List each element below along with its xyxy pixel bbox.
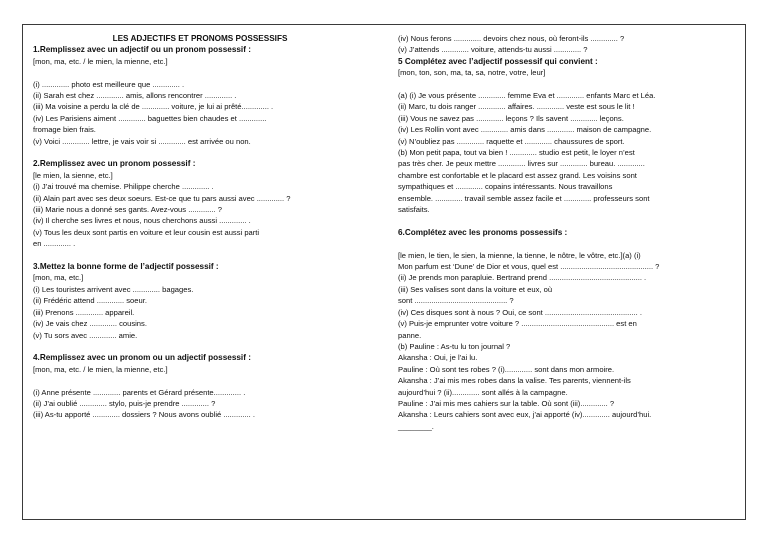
exercise-line: (iv) Nous ferons ............. devoirs chez nous, où feront-ils ............. ? <box>398 34 625 43</box>
exercise-line: (i) J’ai trouvé ma chemise. Philippe cherche ............. . <box>33 182 214 192</box>
exercise-line: (iv) Il cherche ses livres et nous, nous cherchons aussi ............. . <box>33 216 251 226</box>
exercise-line: (ii) Je prends mon parapluie. Bertrand prend ............................................ . <box>398 273 647 283</box>
exercise-line: aujourd’hui ? (ii)............. sont allés à la campagne. <box>398 387 568 397</box>
exercise-line: (iv) Je vais chez ............. cousins. <box>33 319 147 329</box>
exercise-line: (iv) Les Parisiens aiment ............. baguettes bien chaudes et ............. <box>33 113 267 123</box>
exercise-line: (ii) Alain part avec ses deux soeurs. Est-ce que tu pars aussi avec ............. ? <box>33 193 291 203</box>
exercise-line: en ............. . <box>33 239 76 249</box>
exercise-line: (v) Voici ............. lettre, je vais voir si ............. est arrivée ou non. <box>33 136 251 146</box>
exercise-line: (b) Mon petit papa, tout va bien ! ............. studio est petit, le loyer n’est <box>398 148 635 158</box>
section-4-hint: [mon, ma, etc. / le mien, la mienne, etc.] <box>33 364 168 374</box>
exercise-line: (v) Puis-je emprunter votre voiture ? ............................................ est en <box>398 319 637 329</box>
exercise-line: Pauline : J’ai mis mes cahiers sur la table. Où sont (iii)............. ? <box>398 398 615 408</box>
exercise-line: (b) Pauline : As-tu lu ton journal ? <box>398 341 511 351</box>
exercise-line: (iii) Prenons ............. appareil. <box>33 307 135 317</box>
exercise-line: Akansha : Leurs cahiers sont avec eux, j’ai apporté (iv)............. aujourd’hui. <box>398 410 652 420</box>
exercise-line: fromage bien frais. <box>33 125 96 135</box>
section-5-heading: 5 Complétez avec l’adjectif possessif qui convient : <box>398 56 598 66</box>
exercise-line: sont ............................................ ? <box>398 296 514 306</box>
exercise-line: [le mien, le tien, le sien, la mienne, la tienne, le nôtre, le vôtre, etc.](a) (i) <box>398 250 641 260</box>
exercise-line: Pauline : Où sont tes robes ? (i)............. sont dans mon armoire. <box>398 364 615 374</box>
section-3-hint: [mon, ma, etc.] <box>33 273 84 283</box>
exercise-line: (i) Les touristes arrivent avec ............. bagages. <box>33 284 194 294</box>
section-1-heading: 1.Remplissez avec un adjectif ou un pronom possessif : <box>33 45 251 55</box>
exercise-line: (iii) Vous ne savez pas ............. leçons ? Ils savent ............. leçons. <box>398 113 624 123</box>
exercise-line: Akansha : Oui, je l’ai lu. <box>398 353 478 363</box>
exercise-line: pas très cher. Je peux mettre ............. livres sur ............. bureau. ............. <box>398 159 645 169</box>
exercise-line: (iii) Ses valises sont dans la voiture et eux, où <box>398 284 553 294</box>
exercise-line: satisfaits. <box>398 205 430 215</box>
exercise-line: (ii) Marc, tu dois ranger ............. affaires. ............. veste est sous le lit ! <box>398 102 635 112</box>
exercise-line: Mon parfum est ‘Dune’ de Dior et vous, quel est ............................................ ? <box>398 262 660 272</box>
exercise-line: (iii) Marie nous a donné ses gants. Avez-vous ............. ? <box>33 205 222 215</box>
section-2-heading: 2.Remplissez avec un pronom possessif : <box>33 159 196 169</box>
exercise-line: (v) Tous les deux sont partis en voiture et leur cousin est aussi parti <box>33 227 260 237</box>
left-column <box>33 33 367 421</box>
section-6-heading: 6.Complétez avec les pronoms possessifs : <box>398 227 568 237</box>
exercise-line: sympathiques et ............. copains intéressants. Nous travaillons <box>398 182 613 192</box>
section-4-heading: 4.Remplissez avec un pronom ou un adjectif possessif : <box>33 353 251 363</box>
exercise-line: (a) (i) Je vous présente ............. femme Eva et ............. enfants Marc et Léa. <box>398 91 656 101</box>
exercise-line: chambre est confortable et le placard est assez grand. Les voisins sont <box>398 170 637 180</box>
exercise-line: panne. <box>398 330 422 340</box>
exercise-line: (v) J’attends ............. voiture, attends-tu aussi ............. ? <box>398 45 588 55</box>
right-column <box>398 33 738 432</box>
section-5-hint: [mon, ton, son, ma, ta, sa, notre, votre, leur] <box>398 68 546 78</box>
exercise-line: ________. <box>398 421 434 431</box>
section-2-hint: [le mien, la sienne, etc.] <box>33 170 113 180</box>
exercise-line: (iii) Ma voisine a perdu la clé de ............. voiture, je lui ai prêté............. . <box>33 102 274 112</box>
exercise-line: (ii) Frédéric attend ............. soeur. <box>33 296 147 306</box>
exercise-line: (iv) Les Rollin vont avec ............. amis dans ............. maison de campagne. <box>398 125 652 135</box>
exercise-line: (i) Anne présente ............. parents et Gérard présente............. . <box>33 387 246 397</box>
exercise-line: (iii) As-tu apporté ............. dossiers ? Nous avons oublié ............. . <box>33 410 255 420</box>
worksheet-page <box>22 24 746 520</box>
exercise-line: (ii) Sarah est chez ............. amis, allons rencontrer ............. . <box>33 91 237 101</box>
exercise-line: (v) N’oubliez pas ............. raquette et ............. chaussures de sport. <box>398 136 625 146</box>
exercise-line: (v) Tu sors avec ............. amie. <box>33 330 138 340</box>
worksheet-title: LES ADJECTIFS ET PRONOMS POSSESSIFS <box>112 34 288 43</box>
section-1-hint: [mon, ma, etc. / le mien, la mienne, etc.] <box>33 56 168 66</box>
exercise-line: ensemble. ............. travail semble assez facile et ............. professeurs sont <box>398 193 650 203</box>
exercise-line: (iv) Ces disques sont à nous ? Oui, ce sont ............................................ . <box>398 307 642 317</box>
exercise-line: (i) ............. photo est meilleure que ............. . <box>33 79 185 89</box>
exercise-line: (ii) J’ai oublié ............. stylo, puis-je prendre ............. ? <box>33 398 216 408</box>
section-3-heading: 3.Mettez la bonne forme de l’adjectif possessif : <box>33 262 219 272</box>
exercise-line: Akansha : J’ai mis mes robes dans la valise. Tes parents, viennent-ils <box>398 376 631 386</box>
